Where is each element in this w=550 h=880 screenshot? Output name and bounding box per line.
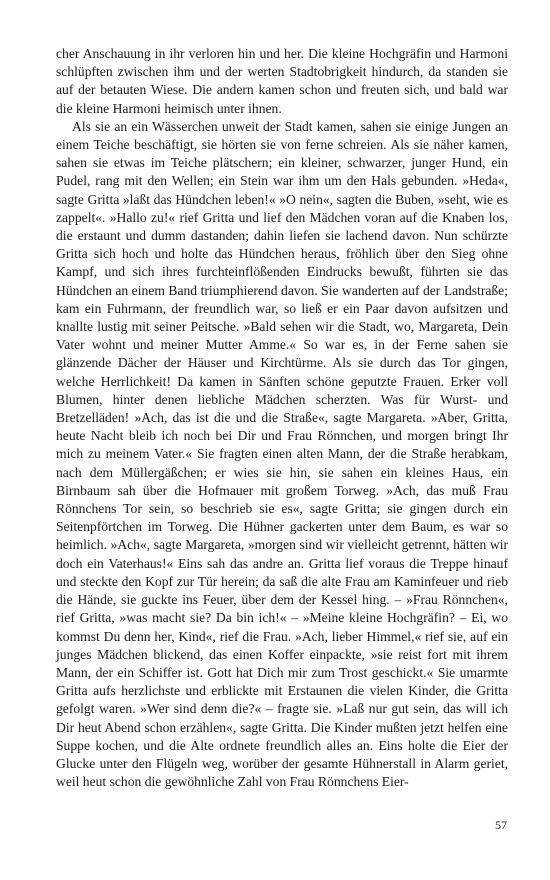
page-number: 57 xyxy=(495,818,507,832)
page-body xyxy=(56,45,508,791)
paragraph-continuation: cher Anschauung in ihr verloren hin und her. Die kleine Hochgräfin und Harmoni schlüpften zwischen ihm und der werten Stadtobrigkeit hindurch, da standen sie auf der betauten Wiese. Die andern kamen schon und freuten sich, und bald war die kleine Harmoni heimisch unter ihnen. xyxy=(56,46,508,116)
paragraph-main: Als sie an ein Wässerchen unweit der Stadt kamen, sahen sie einige Jungen an einem Teiche beschäftigt, sie hörten sie von ferne schreien. Als sie näher kamen, sahen sie etwas im Teiche plätschern; ein kleiner, schwarzer, junger Hund, ein Pudel, rang mit den Wellen; ein Stein war ihm um den Hals gebunden. »Heda«, sagte Gritta »laßt das Hündchen leben!« »O nein«, sagten die Buben, »seht, wie es zappelt«. »Hallo zu!« rief Gritta und lief den Mädchen voran auf die Knaben los, die erstaunt und dumm dastanden; dahin liefen sie lachend davon. Nun schürzte Gritta sich hoch und holte das Hündchen heraus, fröhlich über den Sieg ohne Kampf, und sich ihres furchteinflößenden Eindrucks bewußt, führten sie das Hündchen an einem Band triumphierend davon. Sie wanderten auf der Landstraße; kam ein Fuhrmann, der freundlich war, so ließ er ein Paar davon aufsitzen und knallte lustig mit seiner Peitsche. »Bald sehen wir die Stadt, wo, Margareta, Dein Vater wohnt und meiner Mutter Amme.« So war es, in der Ferne sahen sie glänzende Dächer der Häuser und Kirchtürme. Als sie durch das Tor gingen, welche Herrlichkeit! Da kamen in Sänften schöne geputzte Frauen. Erker voll Blumen, hinter denen liebliche Mädchen scherzten. Was für Wurst- und Bretzelläden! »Ach, das ist die und die Straße«, sagte Margareta. »Aber, Gritta, heute Nacht bleib ich noch bei Dir und Frau Rönnchen, und morgen bringt Ihr mich zu meinem Vater.« Sie fragten einen alten Mann, der die Straße herabkam, nach dem Müllergäßchen; er wies sie hin, sie sahen ein kleines Haus, ein Birnbaum sah über die Hofmauer mit großem Torweg. »Ach, das muß Frau Rönnchens Tor sein, so beschrieb sie es«, sagte Gritta; sie gingen durch ein Seitenpförtchen im Torweg. Die Hühner gackerten unter dem Baum, es war so heimlich. »Ach«, sagte Margareta, »morgen sind wir vielleicht getrennt, hätten wir doch ein Vaterhaus!« Eins sah das andre an. Gritta lief voraus die Treppe hinauf und steckte den Kopf zur Tür herein; da saß die alte Frau am Kaminfeuer und rieb die Hände, sie guckte ins Feuer, über dem der Kessel hing. – »Frau Rönnchen«, rief Gritta, »was macht sie? Da bin ich!« – »Meine kleine Hochgräfin? – Ei, wo kommst Du denn her, Kind«, rief die Frau. »Ach, lieber Himmel,« rief sie, auf ein junges Mädchen blickend, das einen Koffer einpackte, »sie reist fort mit ihrem Mann, der ein Schiffer ist. Gott hat Dich mir zum Trost geschickt.« Sie umarmte Gritta aufs herzlichste und erblickte mit Erstaunen die vielen Kinder, die Gritta gefolgt waren. »Wer sind denn die?« – fragte sie. »Laß nur gut sein, das will ich Dir heut Abend schon erzählen«, sagte Gritta. Die Kinder mußten jetzt helfen eine Suppe kochen, und die Alte ordnete freundlich alles an. Eins holte die Eier der Glucke unter den Flügeln weg, worüber der gesamte Hühnerstall in Alarm geriet, weil heut schon die gewöhnliche Zahl von Frau Rönnchens Eier- xyxy=(56,118,508,790)
